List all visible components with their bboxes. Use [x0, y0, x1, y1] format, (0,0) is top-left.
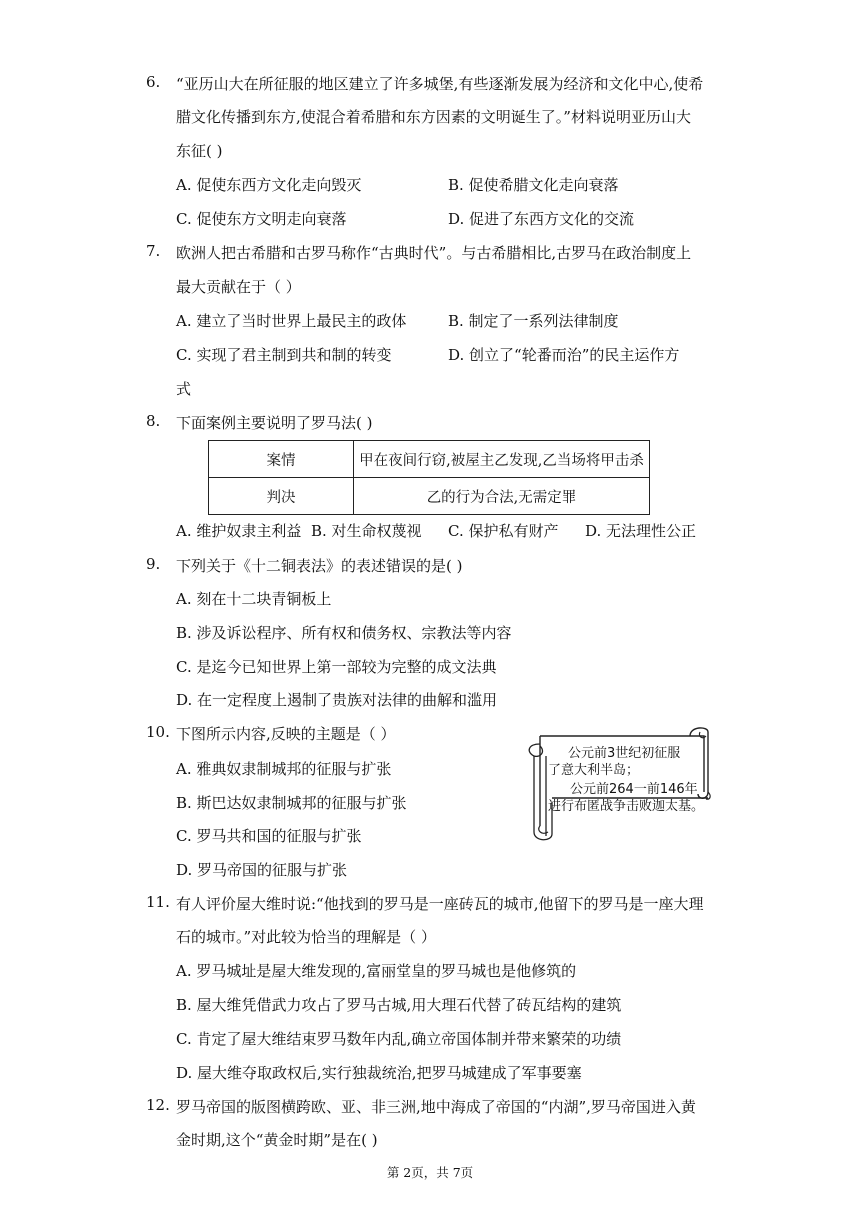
- option-a[interactable]: A. 建立了当时世界上最民主的政体: [176, 312, 407, 330]
- option-c[interactable]: C. 保护私有财产: [448, 522, 559, 540]
- table-row: [209, 441, 650, 478]
- option-a[interactable]: A. 促使东西方文化走向毁灭: [176, 176, 362, 194]
- question-stem-line: 腊文化传播到东方,使混合着希腊和东方因素的文明诞生了。”材料说明亚历山大: [176, 108, 691, 126]
- option-c[interactable]: C. 实现了君主制到共和制的转变: [176, 346, 392, 364]
- scroll-illustration: [522, 722, 714, 844]
- option-c[interactable]: C. 促使东方文明走向衰落: [176, 210, 347, 228]
- table-cell: 乙的行为合法,无需定罪: [354, 478, 650, 515]
- question-number: 12.: [146, 1096, 170, 1114]
- option-b[interactable]: B. 斯巴达奴隶制城邦的征服与扩张: [176, 794, 407, 812]
- option-d-wrap: 式: [176, 380, 192, 398]
- option-a[interactable]: A. 罗马城址是屋大维发现的,富丽堂皇的罗马城也是他修筑的: [176, 962, 577, 980]
- page-footer: 第 2页，共 7页: [386, 1165, 474, 1180]
- option-b[interactable]: B. 制定了一系列法律制度: [448, 312, 619, 330]
- option-b[interactable]: B. 对生命权蔑视: [311, 522, 422, 540]
- option-d[interactable]: D. 创立了“轮番而治”的民主运作方: [448, 346, 680, 364]
- question-number: 6.: [146, 73, 161, 91]
- option-d[interactable]: D. 罗马帝国的征服与扩张: [176, 861, 348, 879]
- scroll-text-line: 公元前3世纪初征服: [568, 746, 681, 761]
- option-d[interactable]: D. 屋大维夺取政权后,实行独裁统治,把罗马城建成了军事要塞: [176, 1064, 582, 1082]
- table-row: [209, 478, 650, 515]
- question-number: 8.: [146, 412, 161, 430]
- option-a[interactable]: A. 维护奴隶主利益: [176, 522, 302, 540]
- option-d[interactable]: D. 无法理性公正: [585, 522, 697, 540]
- option-c[interactable]: C. 罗马共和国的征服与扩张: [176, 827, 362, 845]
- question-stem-line: “亚历山大在所征服的地区建立了许多城堡,有些逐渐发展为经济和文化中心,使希: [176, 75, 704, 93]
- case-table: [208, 440, 650, 515]
- question-stem-line: 最大贡献在于（ ）: [176, 278, 301, 296]
- question-stem-line: 东征( ): [176, 142, 223, 160]
- question-number: 9.: [146, 555, 161, 573]
- option-b[interactable]: B. 涉及诉讼程序、所有权和债务权、宗教法等内容: [176, 624, 512, 642]
- option-a[interactable]: A. 雅典奴隶制城邦的征服与扩张: [176, 760, 392, 778]
- table-header-cell: 案情: [209, 441, 354, 478]
- option-c[interactable]: C. 是迄今已知世界上第一部较为完整的成文法典: [176, 658, 497, 676]
- option-b[interactable]: B. 屋大维凭借武力攻占了罗马古城,用大理石代替了砖瓦结构的建筑: [176, 996, 622, 1014]
- question-stem-line: 金时期,这个“黄金时期”是在( ): [176, 1131, 378, 1149]
- question-stem-line: 罗马帝国的版图横跨欧、亚、非三洲,地中海成了帝国的“内湖”,罗马帝国进入黄: [176, 1098, 696, 1116]
- question-number: 11.: [146, 893, 170, 911]
- question-stem-line: 下列关于《十二铜表法》的表述错误的是( ): [176, 557, 463, 575]
- option-b[interactable]: B. 促使希腊文化走向衰落: [448, 176, 619, 194]
- question-stem-line: 下面案例主要说明了罗马法( ): [176, 414, 373, 432]
- table-cell: 甲在夜间行窃,被屋主乙发现,乙当场将甲击杀: [354, 441, 650, 478]
- scroll-text-line: 了意大利半岛；: [548, 763, 640, 778]
- question-stem-line: 有人评价屋大维时说:“他找到的罗马是一座砖瓦的城市,他留下的罗马是一座大理: [176, 895, 704, 913]
- option-d[interactable]: D. 促进了东西方文化的交流: [448, 210, 635, 228]
- table-header-cell: 判决: [209, 478, 354, 515]
- scroll-text-line: 公元前264一前146年: [570, 782, 698, 797]
- question-number: 10.: [146, 723, 170, 741]
- scroll-text-line: 进行布匿战争击败迦太基。: [548, 799, 705, 814]
- option-a[interactable]: A. 刻在十二块青铜板上: [176, 590, 332, 608]
- question-stem-line: 石的城市。”对此较为恰当的理解是（ ）: [176, 928, 436, 946]
- option-d[interactable]: D. 在一定程度上遏制了贵族对法律的曲解和滥用: [176, 691, 498, 709]
- question-number: 7.: [146, 242, 161, 260]
- question-stem-line: 欧洲人把古希腊和古罗马称作“古典时代”。与古希腊相比,古罗马在政治制度上: [176, 244, 692, 262]
- option-c[interactable]: C. 肯定了屋大维结束罗马数年内乱,确立帝国体制并带来繁荣的功绩: [176, 1030, 622, 1048]
- question-stem-line: 下图所示内容,反映的主题是（ ）: [176, 725, 396, 743]
